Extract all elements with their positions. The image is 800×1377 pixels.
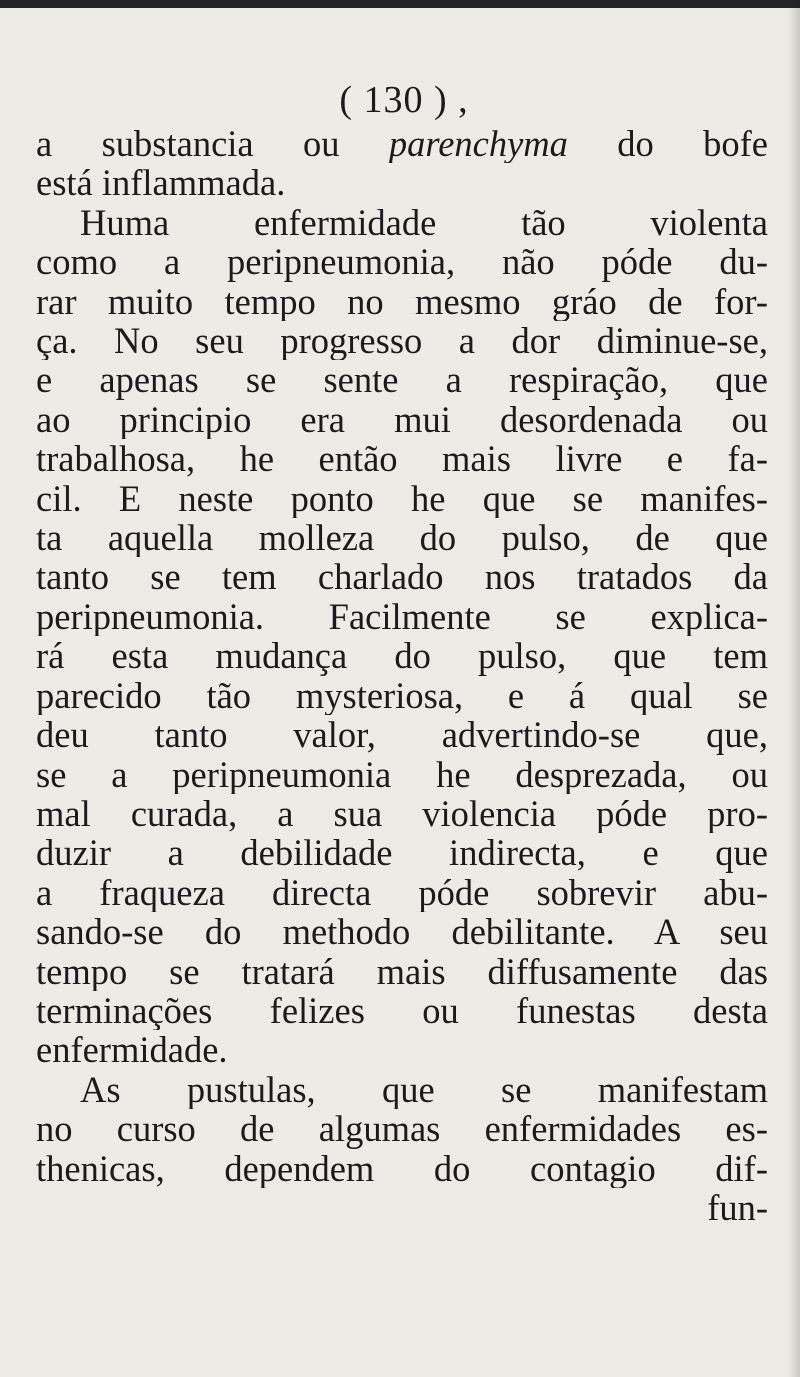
text-run: fun- xyxy=(707,1187,768,1228)
text-run: no curso de algumas enfermidades es- xyxy=(36,1109,768,1149)
text-line xyxy=(36,755,768,794)
text-run: ta aquella molleza do pulso, de que xyxy=(36,518,768,558)
scan-right-edge-shadow xyxy=(788,0,800,1377)
text-line xyxy=(36,163,768,202)
text-run: thenicas, dependem do contagio dif- xyxy=(36,1148,768,1188)
text-line xyxy=(36,1030,768,1069)
text-run: As pustulas, que se manifestam xyxy=(80,1069,768,1110)
text-line xyxy=(36,833,768,872)
text-line xyxy=(36,479,768,518)
text-line xyxy=(36,439,768,478)
text-line xyxy=(36,597,768,636)
text-line xyxy=(36,1070,768,1109)
text-run: rar muito tempo no mesmo gráo de for- xyxy=(36,281,768,322)
text-line xyxy=(36,203,768,242)
text-line xyxy=(36,676,768,715)
italic-term: parenchyma xyxy=(388,124,568,164)
text-run: ao principio era mui desordenada ou xyxy=(36,399,768,440)
text-run: mal curada, a sua violencia póde pro- xyxy=(36,793,768,834)
text-run: cil. E neste ponto he que se manifes- xyxy=(36,478,768,519)
text-run: duzir a debilidade indirecta, e que xyxy=(36,833,768,873)
text-line xyxy=(36,1109,768,1148)
text-run: a fraqueza directa póde sobrevir abu- xyxy=(36,872,768,913)
text-line xyxy=(36,400,768,439)
text-line xyxy=(36,873,768,912)
text-run: terminações felizes ou funestas desta xyxy=(36,990,768,1031)
text-line xyxy=(36,557,768,596)
text-run: está inflammada. xyxy=(36,163,286,203)
text-run: do bofe xyxy=(567,124,768,164)
text-line xyxy=(36,794,768,833)
text-line xyxy=(36,912,768,951)
text-line xyxy=(36,518,768,557)
scan-top-edge xyxy=(0,0,800,8)
text-run: ça. No seu progresso a dor diminue-se, xyxy=(36,321,768,361)
text-run: rá esta mudança do pulso, que tem xyxy=(36,636,768,676)
text-line xyxy=(36,124,768,163)
text-run: enfermidade. xyxy=(36,1030,228,1070)
text-line xyxy=(36,1188,768,1227)
text-run: tempo se tratará mais diffusamente das xyxy=(36,951,768,991)
text-line xyxy=(36,952,768,991)
text-line xyxy=(36,1149,768,1188)
text-line xyxy=(36,360,768,399)
text-run: se a peripneumonia he desprezada, ou xyxy=(36,754,768,794)
text-run: a substancia ou xyxy=(36,124,389,164)
text-run: parecido tão mysteriosa, e á qual se xyxy=(36,675,768,716)
text-line xyxy=(36,242,768,281)
text-line xyxy=(36,991,768,1030)
text-run: e apenas se sente a respiração, que xyxy=(36,360,768,400)
text-line xyxy=(36,282,768,321)
page-number: ( 130 ) , xyxy=(339,79,469,121)
book-page xyxy=(36,76,772,1366)
text-run: trabalhosa, he então mais livre e fa- xyxy=(36,439,768,479)
text-line xyxy=(36,715,768,754)
text-run: tanto se tem charlado nos tratados da xyxy=(36,557,768,597)
body-text xyxy=(36,124,768,1227)
text-run: sando-se do methodo debilitante. A seu xyxy=(36,912,768,952)
text-line xyxy=(36,636,768,675)
text-run: deu tanto valor, advertindo-se que, xyxy=(36,715,768,755)
text-line xyxy=(36,321,768,360)
text-run: como a peripneumonia, não póde du- xyxy=(36,242,768,282)
text-run: peripneumonia. Facilmente se explica- xyxy=(36,596,768,637)
text-run: Huma enfermidade tão violenta xyxy=(80,202,768,243)
